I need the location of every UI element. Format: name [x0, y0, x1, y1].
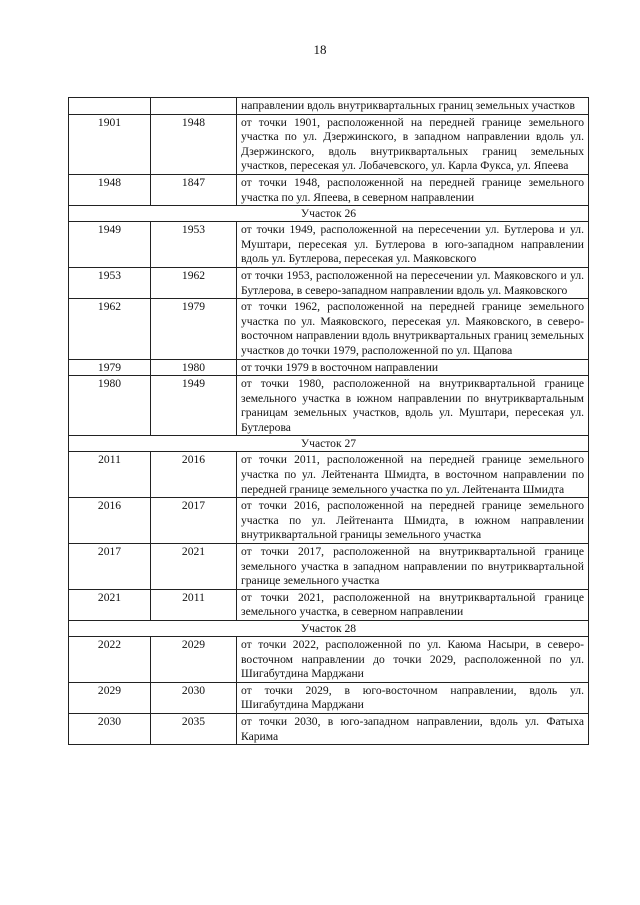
description-cell: от точки 2017, расположенной на внутриквартальной границе земельного участка в западном направлении по внутриквартальной границе земельного участка: [237, 544, 589, 590]
table-row: [69, 222, 589, 268]
point-from-cell: 1962: [69, 299, 151, 359]
table-row: [69, 299, 589, 359]
point-from-cell: 1979: [69, 359, 151, 376]
point-to-cell: 1847: [151, 174, 237, 205]
point-from-cell: 2011: [69, 452, 151, 498]
point-from-cell: 1948: [69, 174, 151, 205]
point-from-cell: 1980: [69, 376, 151, 436]
table-row: [69, 174, 589, 205]
point-from-cell: 1953: [69, 267, 151, 298]
section-header-row: [69, 621, 589, 637]
table-row: [69, 98, 589, 115]
point-to-cell: 2011: [151, 589, 237, 620]
point-to-cell: 2030: [151, 682, 237, 713]
point-from-cell: 1949: [69, 222, 151, 268]
description-cell: от точки 1962, расположенной на передней границе земельного участка по ул. Маяковского, пересекая ул. Маяковского, в северо-восточном направлении вдоль внутриквартальных границ земельных участков до точки 1979, расположенной по ул. Щапова: [237, 299, 589, 359]
description-cell: от точки 1901, расположенной на передней границе земельного участка по ул. Дзержинского, в западном направлении вдоль ул. Дзержинского, вдоль внутриквартальных границ земельных участков, пересекая ул. Лобачевского, ул. Карла Фукса, ул. Япеева: [237, 114, 589, 174]
point-from-cell: 2016: [69, 498, 151, 544]
description-cell: направлении вдоль внутриквартальных границ земельных участков: [237, 98, 589, 115]
point-to-cell: 2035: [151, 713, 237, 744]
point-to-cell: 1962: [151, 267, 237, 298]
table-row: [69, 359, 589, 376]
point-from-cell: 1901: [69, 114, 151, 174]
point-to-cell: 2016: [151, 452, 237, 498]
point-to-cell: [151, 98, 237, 115]
description-cell: от точки 2022, расположенной по ул. Каюма Насыри, в северо-восточном направлении до точки 2029, расположенной по ул. Шигабутдина Марджани: [237, 637, 589, 683]
section-header-row: [69, 206, 589, 222]
point-from-cell: 2017: [69, 544, 151, 590]
point-to-cell: 2017: [151, 498, 237, 544]
description-cell: от точки 1953, расположенной на пересечении ул. Маяковского и ул. Бутлерова, в северо-западном направлении вдоль ул. Маяковского: [237, 267, 589, 298]
point-from-cell: 2029: [69, 682, 151, 713]
point-to-cell: 1953: [151, 222, 237, 268]
description-cell: от точки 2021, расположенной на внутриквартальной границе земельного участка, в северном направлении: [237, 589, 589, 620]
table-row: [69, 376, 589, 436]
table-row: [69, 498, 589, 544]
description-cell: от точки 2029, в юго-восточном направлении, вдоль ул. Шигабутдина Марджани: [237, 682, 589, 713]
table-row: [69, 544, 589, 590]
description-cell: от точки 2011, расположенной на передней границе земельного участка по ул. Лейтенанта Шмидта, в восточном направлении по передней границе земельного участка по ул. Лейтенанта Шмидта: [237, 452, 589, 498]
table-row: [69, 682, 589, 713]
point-from-cell: 2022: [69, 637, 151, 683]
table-row: [69, 114, 589, 174]
description-cell: от точки 1949, расположенной на пересечении ул. Бутлерова и ул. Муштари, пересекая ул. Бутлерова в юго-западном направлении вдоль ул. Бутлерова, пересекая ул. Маяковского: [237, 222, 589, 268]
description-cell: от точки 1948, расположенной на передней границе земельного участка по ул. Япеева, в северном направлении: [237, 174, 589, 205]
description-cell: от точки 2016, расположенной на передней границе земельного участка по ул. Лейтенанта Шмидта, в южном направлении внутриквартальной границы земельного участка: [237, 498, 589, 544]
description-cell: от точки 1980, расположенной на внутриквартальной границе земельного участка в южном направлении по внутриквартальным границам земельных участков, вдоль ул. Муштари, пересекая ул. Бутлерова: [237, 376, 589, 436]
point-to-cell: 1980: [151, 359, 237, 376]
page-number: 18: [313, 42, 327, 57]
point-to-cell: 1948: [151, 114, 237, 174]
point-from-cell: 2030: [69, 713, 151, 744]
table-row: [69, 713, 589, 744]
table-row: [69, 637, 589, 683]
section-title: Участок 26: [69, 206, 589, 222]
description-cell: от точки 1979 в восточном направлении: [237, 359, 589, 376]
point-from-cell: [69, 98, 151, 115]
point-to-cell: 2029: [151, 637, 237, 683]
point-to-cell: 1979: [151, 299, 237, 359]
section-title: Участок 28: [69, 621, 589, 637]
description-cell: от точки 2030, в юго-западном направлении, вдоль ул. Фатыха Карима: [237, 713, 589, 744]
point-to-cell: 2021: [151, 544, 237, 590]
point-to-cell: 1949: [151, 376, 237, 436]
table-row: [69, 589, 589, 620]
point-from-cell: 2021: [69, 589, 151, 620]
table-row: [69, 267, 589, 298]
section-title: Участок 27: [69, 436, 589, 452]
table-row: [69, 452, 589, 498]
section-header-row: [69, 436, 589, 452]
boundary-table: [68, 97, 589, 745]
